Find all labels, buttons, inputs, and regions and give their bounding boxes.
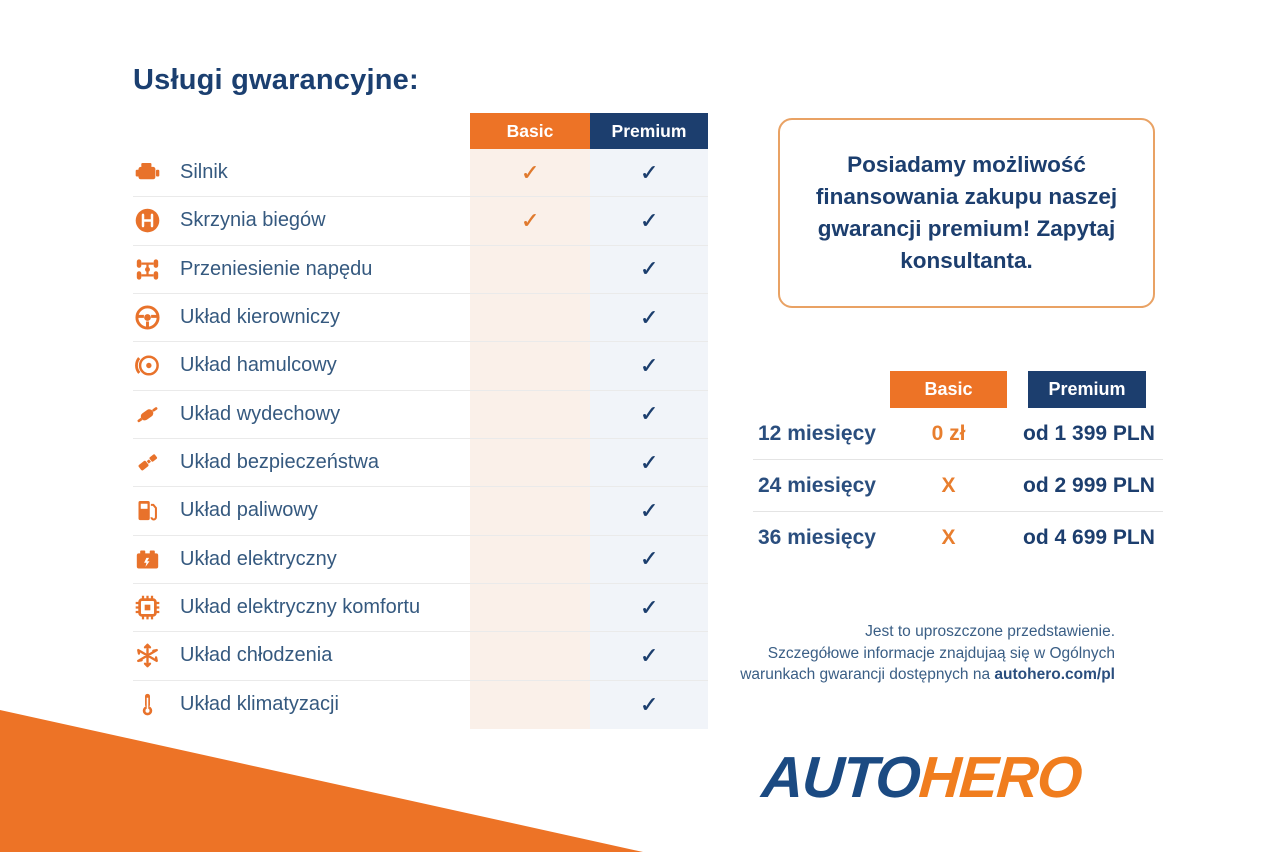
premium-check: ✓ xyxy=(639,594,659,620)
service-label: Układ elektryczny xyxy=(180,547,337,570)
battery-icon xyxy=(133,546,180,573)
premium-price: od 1 399 PLN xyxy=(1023,421,1155,445)
premium-check: ✓ xyxy=(639,691,659,717)
services-table-body xyxy=(133,149,708,729)
disclaimer xyxy=(740,621,1115,686)
premium-check: ✓ xyxy=(639,642,659,668)
disclaimer-line-3 xyxy=(740,664,1115,686)
premium-check: ✓ xyxy=(639,497,659,523)
service-label: Układ klimatyzacji xyxy=(180,693,339,716)
service-label: Układ hamulcowy xyxy=(180,354,337,377)
disclaimer-line-1: Jest to uproszczone przedstawienie. xyxy=(865,623,1115,640)
service-label: Układ wydechowy xyxy=(180,402,341,425)
disclaimer-line-2: Szczegółowe informacje znajdujaą się w Ogólnych xyxy=(767,644,1115,662)
service-label: Układ kierowniczy xyxy=(180,306,341,329)
disclaimer-line-3-text: warunkach gwarancji dostępnych na xyxy=(740,666,995,684)
basic-check: ✓ xyxy=(520,159,540,185)
premium-check: ✓ xyxy=(639,449,659,475)
premium-check: ✓ xyxy=(639,401,659,427)
premium-check: ✓ xyxy=(639,352,659,378)
service-label: Układ elektryczny komfortu xyxy=(180,596,421,619)
table-row xyxy=(133,391,708,439)
service-label: Przeniesienie napędu xyxy=(180,257,373,280)
pricing-row xyxy=(753,512,1163,564)
table-row xyxy=(133,536,708,584)
logo-auto-text: AUTO xyxy=(759,745,922,810)
premium-check: ✓ xyxy=(639,207,659,233)
pricing-row xyxy=(753,460,1163,512)
financing-note-text: Posiadamy możliwość finansowania zakupu naszej gwarancji premium! Zapytaj konsultanta. xyxy=(815,152,1118,273)
pricing-header-premium: Premium xyxy=(1028,371,1146,408)
basic-price: 0 zł xyxy=(931,421,966,445)
table-row xyxy=(133,149,708,197)
table-row xyxy=(133,584,708,632)
premium-check: ✓ xyxy=(639,256,659,282)
thermometer-icon xyxy=(133,691,180,718)
pricing-header-basic: Basic xyxy=(890,371,1007,408)
service-label: Układ paliwowy xyxy=(180,499,318,522)
premium-price: od 4 699 PLN xyxy=(1023,526,1155,549)
services-table xyxy=(133,113,708,729)
service-label: Układ chłodzenia xyxy=(180,644,333,667)
page-title: Usługi gwarancyjne: xyxy=(133,64,419,96)
steering-wheel-icon xyxy=(133,304,180,331)
duration-label: 12 miesięcy xyxy=(758,421,876,445)
basic-check: ✓ xyxy=(520,207,540,233)
table-row xyxy=(133,632,708,680)
seatbelt-icon xyxy=(133,449,180,476)
table-row xyxy=(133,439,708,487)
gearbox-icon xyxy=(133,207,180,234)
service-label: Układ bezpieczeństwa xyxy=(180,451,379,474)
basic-price: X xyxy=(941,526,956,549)
table-row xyxy=(133,197,708,245)
service-label: Skrzynia biegów xyxy=(180,209,326,232)
fuel-icon xyxy=(133,497,180,524)
table-row xyxy=(133,294,708,342)
drivetrain-icon xyxy=(133,256,180,283)
engine-icon xyxy=(133,159,180,186)
brake-icon xyxy=(133,352,180,379)
pricing-rows xyxy=(753,408,1163,564)
bottom-left-orange-triangle xyxy=(0,710,643,852)
table-row xyxy=(133,681,708,729)
column-header-premium: Premium xyxy=(590,113,708,149)
table-row xyxy=(133,342,708,390)
logo-hero-text: HERO xyxy=(917,745,1084,810)
premium-check: ✓ xyxy=(639,546,659,572)
column-header-basic: Basic xyxy=(470,113,590,149)
premium-price: od 2 999 PLN xyxy=(1023,473,1155,497)
duration-label: 36 miesięcy xyxy=(758,526,876,549)
duration-label: 24 miesięcy xyxy=(758,473,876,497)
snowflake-icon xyxy=(133,642,180,669)
premium-check: ✓ xyxy=(639,159,659,185)
service-label: Silnik xyxy=(180,161,228,184)
basic-price: X xyxy=(941,473,956,497)
autohero-logo xyxy=(760,744,1084,811)
autohero-url-link[interactable]: autohero.com/pl xyxy=(994,666,1115,684)
table-row xyxy=(133,246,708,294)
exhaust-icon xyxy=(133,401,180,428)
pricing-row xyxy=(753,408,1163,460)
financing-note-box xyxy=(778,118,1155,308)
chip-icon xyxy=(133,594,180,621)
table-row xyxy=(133,487,708,535)
premium-check: ✓ xyxy=(639,304,659,330)
